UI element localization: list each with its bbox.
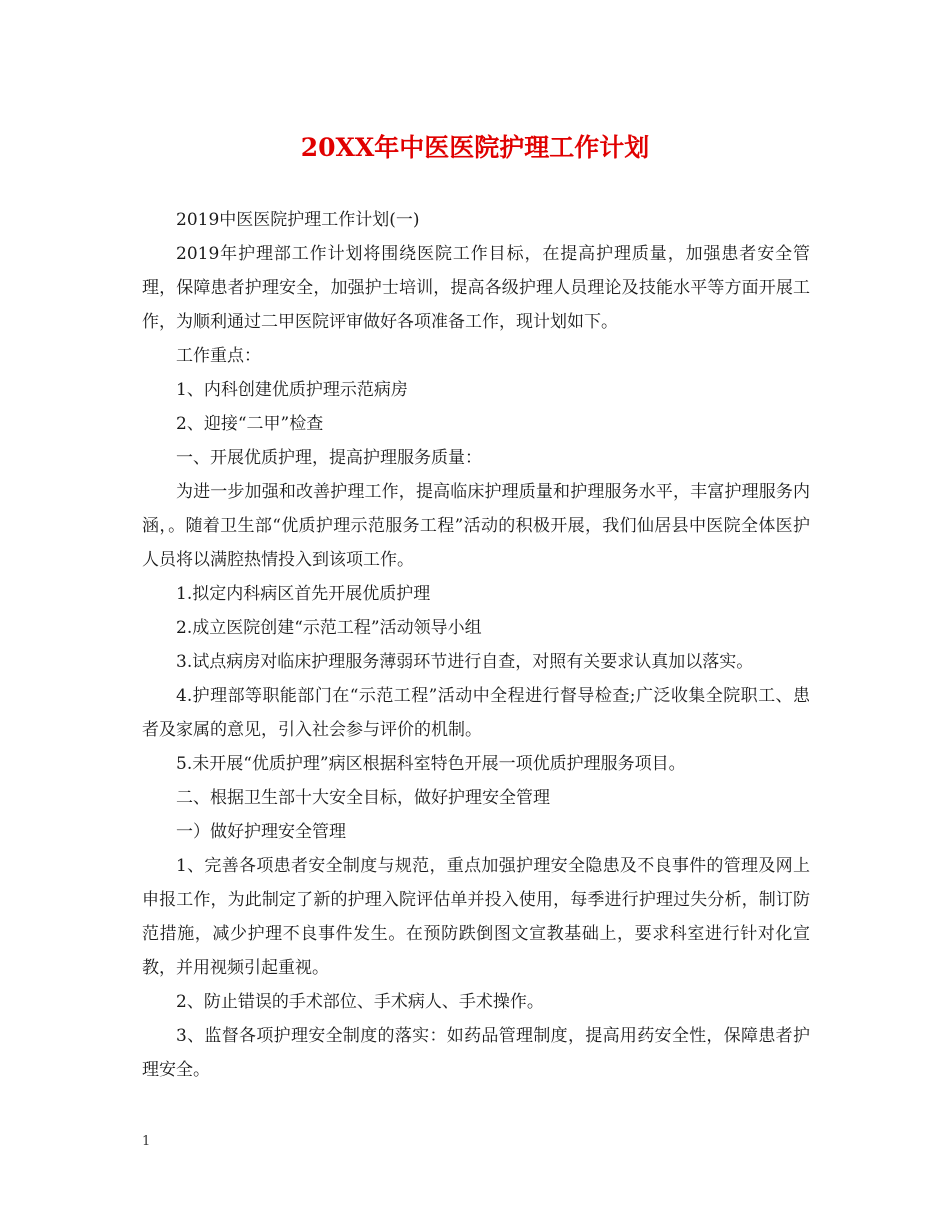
paragraph: 2.成立医院创建“示范工程”活动领导小组 — [176, 618, 482, 638]
paragraph: 1.拟定内科病区首先开展优质护理 — [176, 584, 431, 604]
paragraph: 5.未开展“优质护理”病区根据科室特色开展一项优质护理服务项目。 — [176, 754, 686, 774]
paragraph: 1、内科创建优质护理示范病房 — [176, 380, 408, 400]
paragraph: 2、防止错误的手术部位、手术病人、手术操作。 — [176, 992, 544, 1012]
paragraph: 2019年护理部工作计划将围绕医院工作目标，在提高护理质量，加强患者安全管理，保障患者护理安全，加强护士培训，提高各级护理人员理论及技能水平等方面开展工作，为顺利通过二甲医院评审做好各项准备工作，现计划如下。 — [142, 244, 810, 332]
paragraph: 1、完善各项患者安全制度与规范，重点加强护理安全隐患及不良事件的管理及网上申报工作，为此制定了新的护理入院评估单并投入使用，每季进行护理过失分析，制订防范措施，减少护理不良事件发生。在预防跌倒图文宣教基础上，要求科室进行针对化宣教，并用视频引起重视。 — [142, 856, 810, 978]
paragraph: 3、监督各项护理安全制度的落实：如药品管理制度，提高用药安全性，保障患者护理安全。 — [142, 1026, 810, 1080]
document-body — [142, 203, 810, 1087]
paragraph: 为进一步加强和改善护理工作，提高临床护理质量和护理服务水平，丰富护理服务内涵，。随着卫生部“优质护理示范服务工程”活动的积极开展，我们仙居县中医院全体医护人员将以满腔热情投入到该项工作。 — [142, 482, 810, 570]
paragraph: 工作重点： — [176, 346, 261, 366]
document-title: 20XX年中医医院护理工作计划 — [300, 133, 650, 162]
paragraph: 一、开展优质护理，提高护理服务质量： — [176, 448, 482, 468]
paragraph: 3.试点病房对临床护理服务薄弱环节进行自查，对照有关要求认真加以落实。 — [176, 652, 754, 672]
paragraph: 4.护理部等职能部门在“示范工程”活动中全程进行督导检查;广泛收集全院职工、患者及家属的意见，引入社会参与评价的机制。 — [142, 686, 810, 740]
page-number: 1 — [142, 1134, 151, 1149]
paragraph: 2019中医医院护理工作计划(一) — [176, 210, 420, 230]
paragraph: 2、迎接“二甲”检查 — [176, 414, 324, 434]
paragraph: 一）做好护理安全管理 — [176, 822, 346, 842]
paragraph: 二、根据卫生部十大安全目标，做好护理安全管理 — [176, 788, 550, 808]
